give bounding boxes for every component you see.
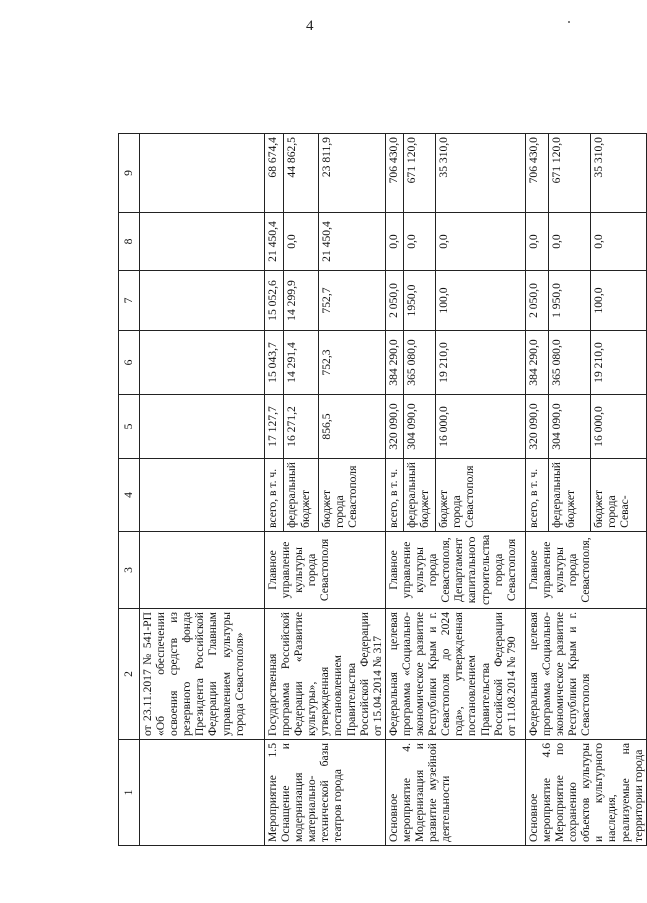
value-cell-8: 0,0 bbox=[549, 213, 591, 271]
executor-cell: Главное управление культуры города Севастополя, Департамент капитального строительства города Севастополя bbox=[385, 531, 525, 608]
value-cell-9: 44 862,5 bbox=[284, 134, 319, 213]
value-cell-8: 0,0 bbox=[525, 213, 549, 271]
table-row-continuation bbox=[140, 134, 265, 846]
value-cell-9: 35 310,0 bbox=[435, 134, 525, 213]
value-cell-7: 1 950,0 bbox=[549, 271, 591, 331]
source-cell: бюджет города Севастополя bbox=[435, 459, 525, 532]
program-cell: Федеральная целевая программа «Социально-экономическое развитие Республики Крым и г. Севастополя bbox=[525, 609, 646, 740]
cell-empty bbox=[140, 213, 265, 271]
cell-empty bbox=[140, 134, 265, 213]
value-cell-6: 365 080,0 bbox=[549, 331, 591, 395]
header-cell-2: 2 bbox=[119, 609, 140, 740]
header-cell-4: 4 bbox=[119, 459, 140, 532]
value-cell-6: 15 043,7 bbox=[265, 331, 284, 395]
executor-cell: Главное управление культуры города Севастополя bbox=[265, 531, 386, 608]
executor-cell: Главное управление культуры города Севастополя, bbox=[525, 531, 646, 608]
source-cell: бюджет города Севастополя bbox=[318, 459, 385, 532]
cell-empty bbox=[140, 531, 265, 608]
value-cell-5: 16 000,0 bbox=[591, 395, 646, 459]
value-cell-7: 1950,0 bbox=[403, 271, 435, 331]
source-cell: федеральный бюджет bbox=[549, 459, 591, 532]
value-cell-9: 35 310,0 bbox=[591, 134, 646, 213]
value-cell-6: 384 290,0 bbox=[385, 331, 403, 395]
value-cell-5: 16 271,2 bbox=[284, 395, 319, 459]
cell-empty bbox=[140, 331, 265, 395]
budget-table bbox=[118, 133, 647, 846]
event-cell: Мероприятие 1.5 Оснащение и модернизация материально-технической базы театров города bbox=[265, 740, 386, 846]
table-header-row bbox=[119, 134, 140, 846]
value-cell-7: 100,0 bbox=[435, 271, 525, 331]
source-cell: федеральный бюджет bbox=[403, 459, 435, 532]
value-cell-9: 671 120,0 bbox=[549, 134, 591, 213]
cell-empty bbox=[140, 271, 265, 331]
program-cell: Федеральная целевая программа «Социально-экономическое развитие Республики Крым и г. Севастополя до 2024 года», утвержденная постановлением Правительства Российской Федерации от 11.08.2014 № 790 bbox=[385, 609, 525, 740]
value-cell-7: 2 050,0 bbox=[525, 271, 549, 331]
source-cell: всего, в т. ч. bbox=[525, 459, 549, 532]
header-cell-3: 3 bbox=[119, 531, 140, 608]
value-cell-8: 0,0 bbox=[435, 213, 525, 271]
value-cell-5: 856,5 bbox=[318, 395, 385, 459]
value-cell-6: 365 080,0 bbox=[403, 331, 435, 395]
value-cell-8: 0,0 bbox=[591, 213, 646, 271]
value-cell-9: 68 674,4 bbox=[265, 134, 284, 213]
value-cell-8: 0,0 bbox=[284, 213, 319, 271]
value-cell-9: 671 120,0 bbox=[403, 134, 435, 213]
source-cell: всего, в т. ч. bbox=[265, 459, 284, 532]
value-cell-7: 752,7 bbox=[318, 271, 385, 331]
value-cell-5: 320 090,0 bbox=[385, 395, 403, 459]
program-cell: Государственная программа Российской Федерации «Развитие культуры», утвержденная постановлением Правительства Российской Федерации от 15.04.2014 № 317 bbox=[265, 609, 386, 740]
header-cell-8: 8 bbox=[119, 213, 140, 271]
value-cell-7: 14 299,9 bbox=[284, 271, 319, 331]
value-cell-8: 21 450,4 bbox=[318, 213, 385, 271]
value-cell-6: 752,3 bbox=[318, 331, 385, 395]
value-cell-9: 23 811,9 bbox=[318, 134, 385, 213]
table-row bbox=[265, 134, 284, 846]
event-cell: Основное мероприятие 4. Модернизация и развитие музейной деятельности bbox=[385, 740, 525, 846]
cell-empty bbox=[140, 395, 265, 459]
cell-empty bbox=[140, 740, 265, 846]
value-cell-9: 706 430,0 bbox=[385, 134, 403, 213]
page-number: 4 bbox=[306, 18, 314, 34]
value-cell-5: 304 090,0 bbox=[549, 395, 591, 459]
value-cell-5: 16 000,0 bbox=[435, 395, 525, 459]
value-cell-9: 706 430,0 bbox=[525, 134, 549, 213]
value-cell-7: 100,0 bbox=[591, 271, 646, 331]
value-cell-6: 19 210,0 bbox=[435, 331, 525, 395]
value-cell-7: 15 052,6 bbox=[265, 271, 284, 331]
header-cell-7: 7 bbox=[119, 271, 140, 331]
header-cell-1: 1 bbox=[119, 740, 140, 846]
value-cell-8: 21 450,4 bbox=[265, 213, 284, 271]
event-cell: Основное мероприятие 4.6 Мероприятие по сохранению объектов культуры и культурного наследия, реализуемые на территории города bbox=[525, 740, 646, 846]
value-cell-5: 304 090,0 bbox=[403, 395, 435, 459]
header-cell-9: 9 bbox=[119, 134, 140, 213]
value-cell-5: 17 127,7 bbox=[265, 395, 284, 459]
value-cell-6: 14 291,4 bbox=[284, 331, 319, 395]
source-cell: всего, в т. ч. bbox=[385, 459, 403, 532]
value-cell-6: 19 210,0 bbox=[591, 331, 646, 395]
program-continuation-cell: от 23.11.2017 № 541-РП «Об обеспечении освоения средств из резервного фонда Президента Российской Федерации Главным управлением культуры города Севастополя» bbox=[140, 609, 265, 740]
source-cell: бюджет города Севас- bbox=[591, 459, 646, 532]
table-row bbox=[525, 134, 549, 846]
source-cell: федеральный бюджет bbox=[284, 459, 319, 532]
value-cell-8: 0,0 bbox=[385, 213, 403, 271]
header-cell-5: 5 bbox=[119, 395, 140, 459]
value-cell-5: 320 090,0 bbox=[525, 395, 549, 459]
value-cell-7: 2 050,0 bbox=[385, 271, 403, 331]
table-row bbox=[385, 134, 403, 846]
value-cell-8: 0,0 bbox=[403, 213, 435, 271]
header-cell-6: 6 bbox=[119, 331, 140, 395]
value-cell-6: 384 290,0 bbox=[525, 331, 549, 395]
cell-empty bbox=[140, 459, 265, 532]
